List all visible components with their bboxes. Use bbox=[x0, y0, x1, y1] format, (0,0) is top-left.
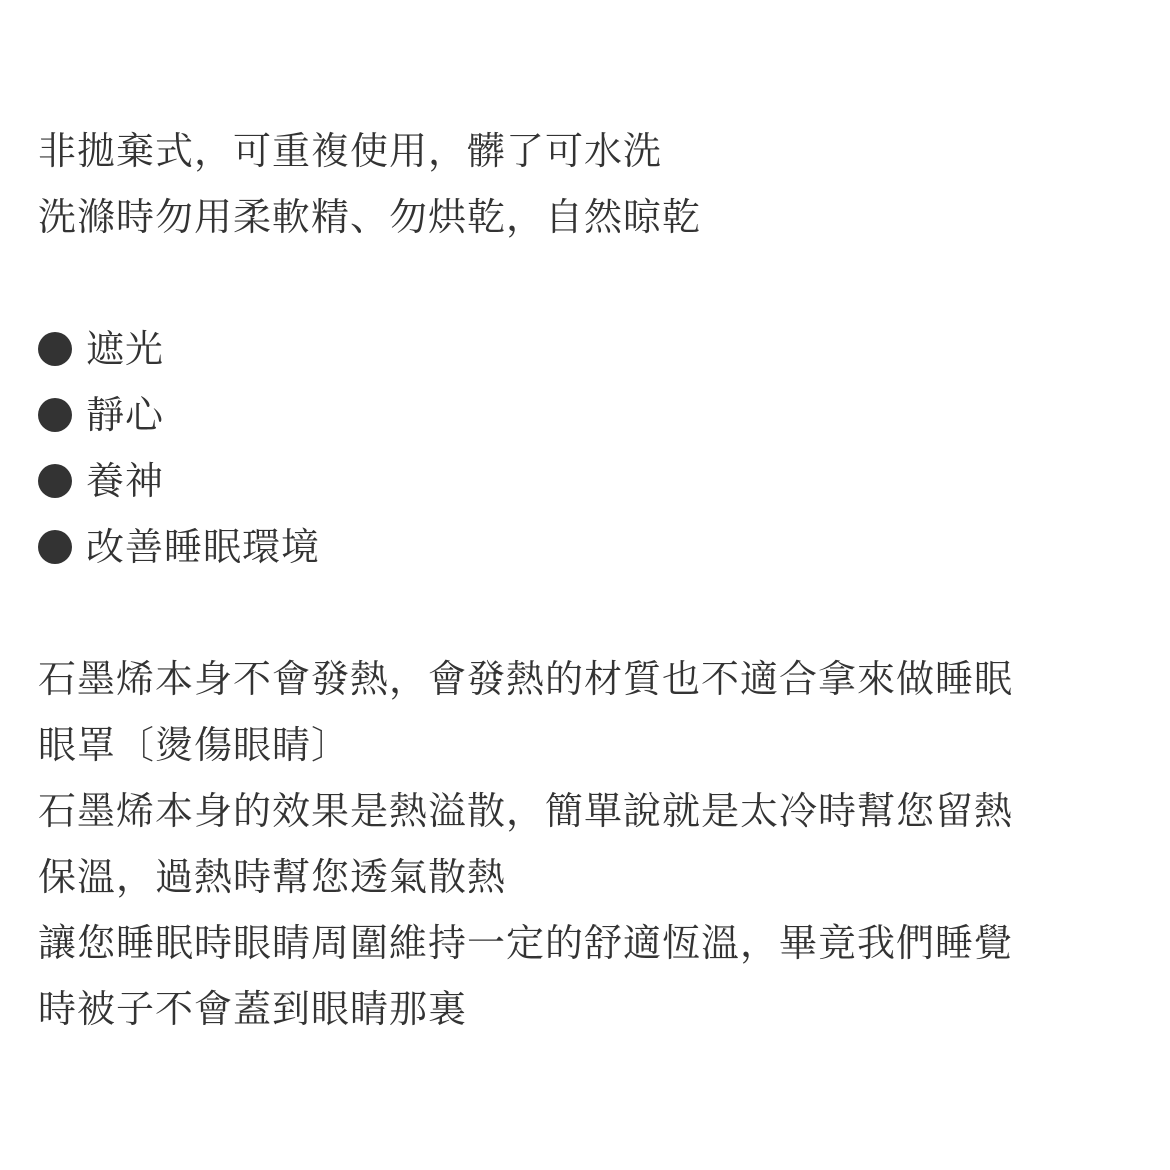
bullet-dot-icon bbox=[38, 530, 72, 564]
feature-label: 養神 bbox=[86, 459, 165, 503]
description-line-4: 保溫，過熱時幫您透氣散熱 bbox=[38, 855, 507, 899]
bullet-dot-icon bbox=[38, 332, 72, 366]
care-line-2: 洗滌時勿用柔軟精、勿烘乾，自然晾乾 bbox=[38, 195, 702, 239]
feature-label: 遮光 bbox=[86, 327, 165, 371]
bullet-dot-icon bbox=[38, 398, 72, 432]
feature-item bbox=[38, 448, 1133, 514]
description-line-1: 石墨烯本身不會發熱，會發熱的材質也不適合拿來做睡眠 bbox=[38, 657, 1014, 701]
feature-item bbox=[38, 382, 1133, 448]
feature-item bbox=[38, 514, 1133, 580]
bullet-dot-icon bbox=[38, 464, 72, 498]
feature-label: 靜心 bbox=[86, 393, 165, 437]
description-line-5: 讓您睡眠時眼睛周圍維持一定的舒適恆溫，畢竟我們睡覺 bbox=[38, 921, 1014, 965]
product-description bbox=[38, 118, 1133, 1042]
feature-item bbox=[38, 316, 1133, 382]
description-line-6: 時被子不會蓋到眼睛那裏 bbox=[38, 987, 468, 1031]
spacer bbox=[38, 580, 1133, 646]
feature-label: 改善睡眠環境 bbox=[86, 525, 321, 569]
description-line-3: 石墨烯本身的效果是熱溢散，簡單說就是太冷時幫您留熱 bbox=[38, 789, 1014, 833]
care-line-1: 非拋棄式，可重複使用，髒了可水洗 bbox=[38, 129, 663, 173]
description-line-2: 眼罩〔燙傷眼睛〕 bbox=[38, 723, 351, 767]
spacer bbox=[38, 250, 1133, 316]
